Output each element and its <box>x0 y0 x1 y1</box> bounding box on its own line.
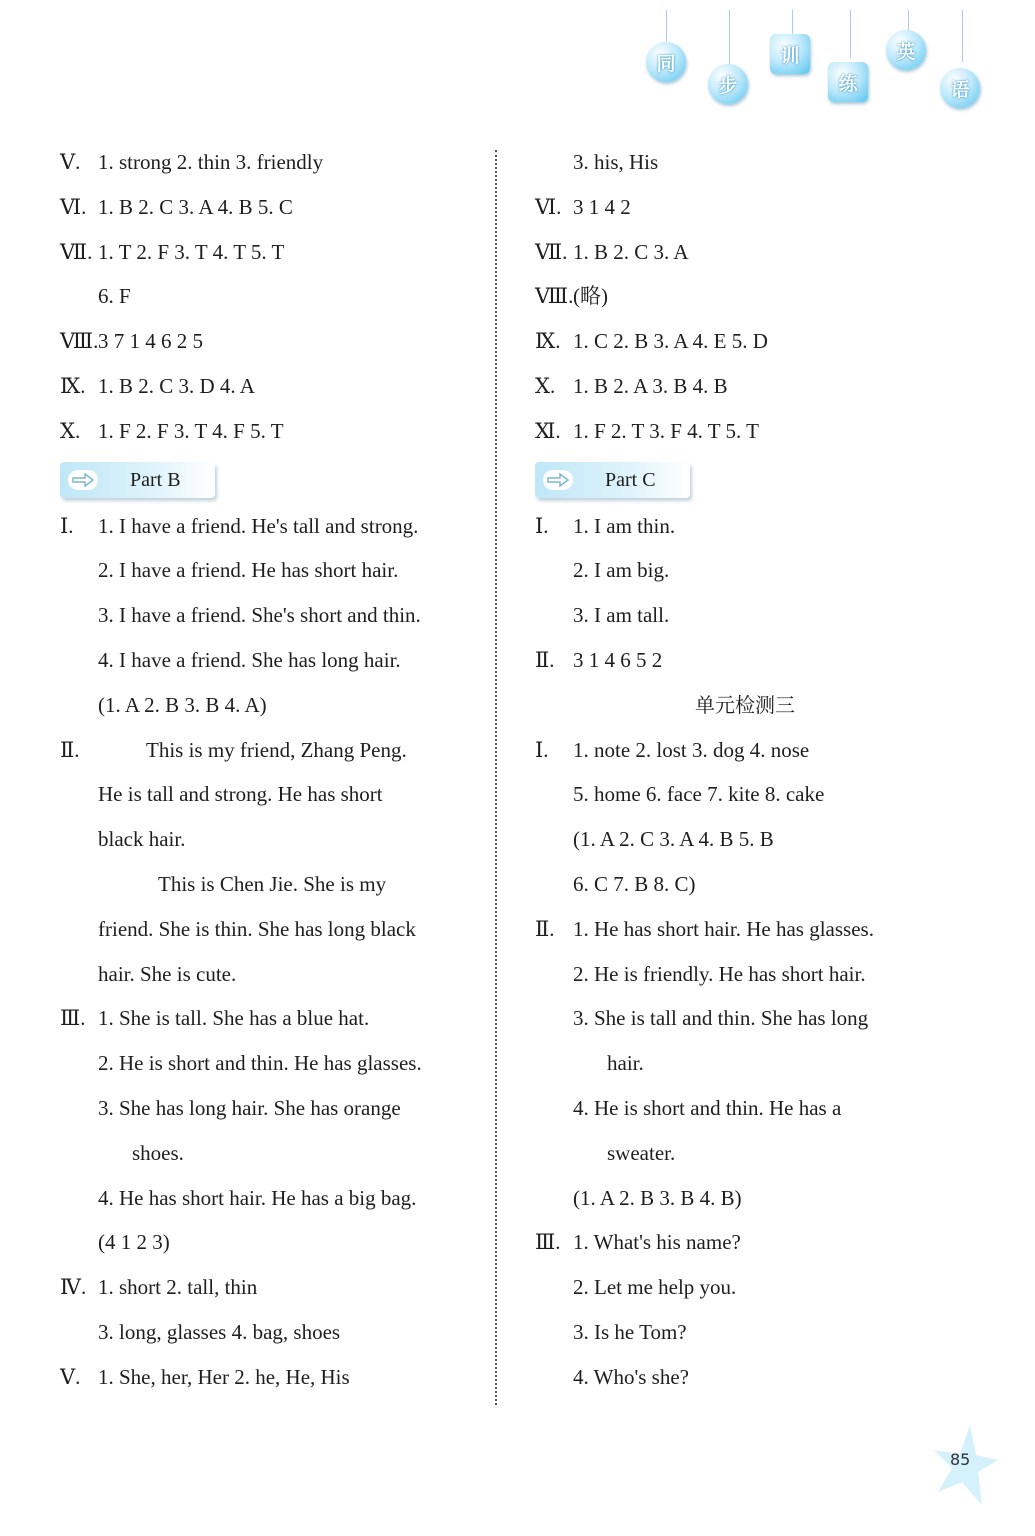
answer-line: 5. home 6. face 7. kite 8. cake <box>573 782 825 807</box>
answer-text: 3 1 4 6 5 2 <box>573 647 663 672</box>
section-number: Ⅰ. <box>60 513 74 538</box>
answer-line <box>60 319 480 364</box>
section-number: Ⅶ. <box>535 239 568 264</box>
answer-line: 6. C 7. B 8. C) <box>573 871 696 896</box>
answer-text: 1. short 2. tall, thin <box>98 1275 258 1300</box>
answer-line <box>535 728 955 773</box>
section-number: Ⅷ. <box>535 284 574 309</box>
answer-text: 1. B 2. C 3. A 4. B 5. C <box>98 194 293 219</box>
part-b-banner <box>60 462 215 498</box>
answer-line <box>535 504 955 549</box>
answer-line <box>60 728 480 773</box>
answer-text: 1. He has short hair. He has glasses. <box>573 916 874 941</box>
header-char-badge: 步 <box>708 64 748 104</box>
answer-text: 1. What's his name? <box>573 1230 741 1255</box>
answer-line: 3. long, glasses 4. bag, shoes <box>98 1319 341 1344</box>
section-number: Ⅸ. <box>535 329 561 354</box>
answer-line <box>60 364 480 409</box>
answer-line: 4. He is short and thin. He has a <box>573 1095 842 1120</box>
answer-line: (1. A 2. B 3. B 4. A) <box>98 692 267 717</box>
header-char-badge: 同 <box>646 42 686 82</box>
answer-text: 1. C 2. B 3. A 4. E 5. D <box>573 329 768 354</box>
left-column <box>60 140 480 1400</box>
answer-line: 3. She is tall and thin. She has long <box>573 1006 869 1031</box>
section-number: Ⅲ. <box>535 1230 561 1255</box>
answer-line: 2. He is short and thin. He has glasses. <box>98 1051 422 1076</box>
answer-text: 1. F 2. F 3. T 4. F 5. T <box>98 418 284 443</box>
hanging-string <box>962 10 963 62</box>
answer-text: 1. I am thin. <box>573 513 676 538</box>
section-number: Ⅰ. <box>535 737 549 762</box>
section-number: Ⅷ. <box>60 329 99 354</box>
header-char-badge: 英 <box>886 30 926 70</box>
answer-line: 3. his, His <box>573 150 659 174</box>
answer-line <box>60 230 480 275</box>
answer-line <box>535 1220 955 1265</box>
answer-text: 3 7 1 4 6 2 5 <box>98 329 203 354</box>
answer-line <box>60 185 480 230</box>
answer-line: 4. Who's she? <box>573 1364 689 1389</box>
answer-line <box>60 1355 480 1400</box>
answer-text: 1. F 2. T 3. F 4. T 5. T <box>573 418 759 443</box>
right-column <box>535 140 955 1400</box>
answer-text: 1. T 2. F 3. T 4. T 5. T <box>98 239 285 264</box>
answer-line <box>535 319 955 364</box>
section-number: Ⅱ. <box>535 916 555 941</box>
header-char-badge: 语 <box>940 68 980 108</box>
answer-text: 1. note 2. lost 3. dog 4. nose <box>573 737 810 762</box>
part-c-banner <box>535 462 690 498</box>
section-number: Ⅺ. <box>535 418 561 443</box>
answer-line: shoes. <box>132 1140 184 1165</box>
answer-text: 1. B 2. C 3. D 4. A <box>98 373 255 398</box>
unit-test-title: 单元检测三 <box>695 692 795 717</box>
answer-text: 1. I have a friend. He's tall and strong. <box>98 513 419 538</box>
section-number: Ⅲ. <box>60 1006 86 1031</box>
answer-line: 3. I am tall. <box>573 603 670 628</box>
section-number: Ⅱ. <box>535 647 555 672</box>
answer-line <box>535 364 955 409</box>
answer-text: 1. strong 2. thin 3. friendly <box>98 150 324 174</box>
answer-line: hair. <box>607 1051 644 1076</box>
section-number: Ⅴ. <box>60 150 81 174</box>
answer-line: 4. He has short hair. He has a big bag. <box>98 1185 417 1210</box>
answer-line: friend. She is thin. She has long black <box>98 916 416 941</box>
answer-line: 4. I have a friend. She has long hair. <box>98 647 401 672</box>
answer-line <box>60 996 480 1041</box>
answer-line <box>535 638 955 683</box>
hanging-string <box>908 10 909 32</box>
answer-line: He is tall and strong. He has short <box>98 782 383 807</box>
hanging-string <box>729 10 730 70</box>
answer-line: (1. A 2. C 3. A 4. B 5. B <box>573 827 774 852</box>
answer-line <box>535 907 955 952</box>
answer-line <box>60 409 480 454</box>
part-title: Part C <box>605 468 656 491</box>
answer-text: 1. She is tall. She has a blue hat. <box>98 1006 370 1031</box>
answer-text: This is my friend, Zhang Peng. <box>146 737 407 762</box>
answer-line <box>60 140 480 185</box>
section-number: Ⅸ. <box>60 373 86 398</box>
answer-line: 6. F <box>98 284 131 309</box>
part-title: Part B <box>130 468 181 491</box>
answer-line <box>535 230 955 275</box>
answer-line <box>535 185 955 230</box>
answer-line: hair. She is cute. <box>98 961 237 986</box>
arrow-right-icon <box>543 470 573 490</box>
answer-line: 3. She has long hair. She has orange <box>98 1095 401 1120</box>
answer-line: This is Chen Jie. She is my <box>158 871 387 896</box>
section-number: Ⅹ. <box>535 373 556 398</box>
answer-line: sweater. <box>607 1140 676 1165</box>
answer-line <box>535 409 955 454</box>
column-divider <box>495 150 497 1405</box>
section-number: Ⅰ. <box>535 513 549 538</box>
answer-text: 3 1 4 2 <box>573 194 631 219</box>
header-title-decoration <box>630 10 1010 130</box>
answer-line: 2. He is friendly. He has short hair. <box>573 961 866 986</box>
section-number: Ⅵ. <box>535 194 562 219</box>
section-number: Ⅹ. <box>60 418 81 443</box>
answer-line: 2. Let me help you. <box>573 1275 737 1300</box>
answer-text: 1. She, her, Her 2. he, He, His <box>98 1364 350 1389</box>
answer-line: 3. Is he Tom? <box>573 1319 687 1344</box>
answer-line: 3. I have a friend. She's short and thin. <box>98 603 421 628</box>
section-number: Ⅶ. <box>60 239 93 264</box>
header-char-badge: 训 <box>770 34 810 74</box>
answer-line: (4 1 2 3) <box>98 1230 170 1255</box>
hanging-string <box>850 10 851 58</box>
answer-text: (略) <box>573 284 608 309</box>
section-number: Ⅳ. <box>60 1275 87 1300</box>
answer-line: 2. I am big. <box>573 558 670 583</box>
page-number: 85 <box>950 1450 971 1469</box>
answer-line: 2. I have a friend. He has short hair. <box>98 558 399 583</box>
answer-text: 1. B 2. C 3. A <box>573 239 689 264</box>
section-number: Ⅵ. <box>60 194 87 219</box>
answer-line: (1. A 2. B 3. B 4. B) <box>573 1185 742 1210</box>
answer-line <box>535 274 955 319</box>
arrow-right-icon <box>68 470 98 490</box>
section-number: Ⅱ. <box>60 737 80 762</box>
answer-text: 1. B 2. A 3. B 4. B <box>573 373 728 398</box>
section-number: Ⅴ. <box>60 1364 81 1389</box>
answer-line: black hair. <box>98 827 186 852</box>
header-char-badge: 练 <box>828 62 868 102</box>
answer-line <box>60 504 480 549</box>
answer-line <box>60 1265 480 1310</box>
